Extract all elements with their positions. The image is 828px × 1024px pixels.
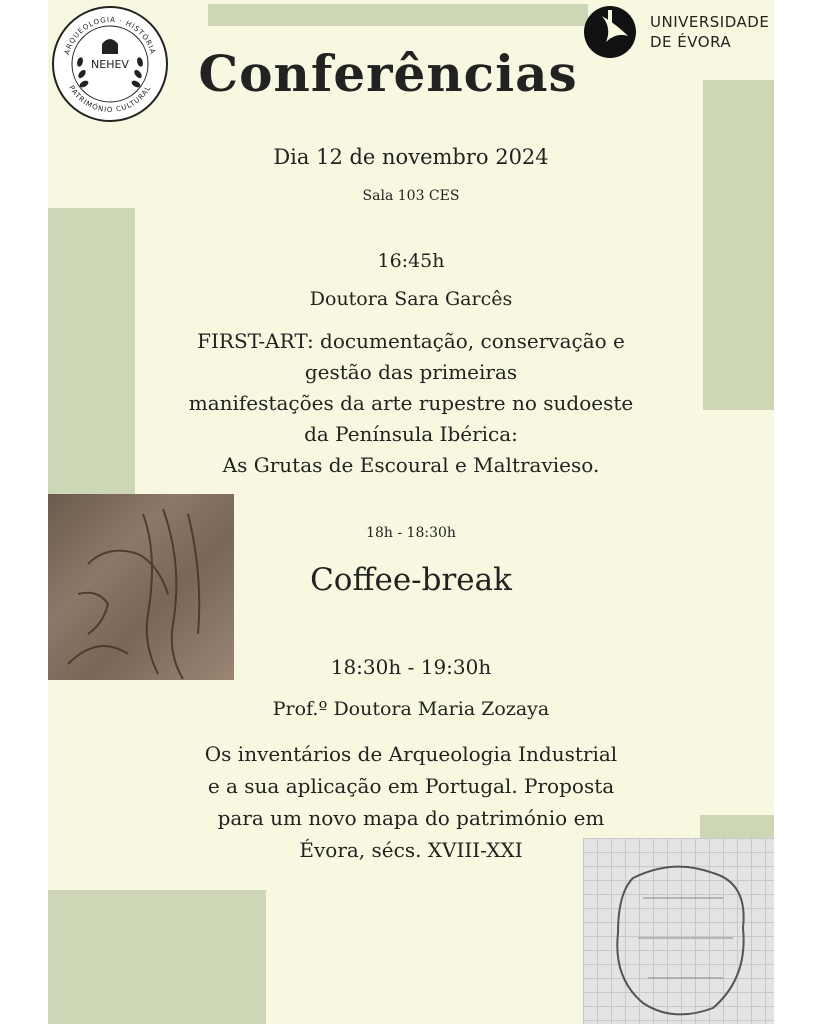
session2-speaker: Prof.º Doutora Maria Zozaya <box>272 698 550 720</box>
session2-time: 18:30h - 19:30h <box>330 655 492 679</box>
historic-map-image <box>583 838 774 1024</box>
session1-line: As Grutas de Escoural e Maltravieso. <box>222 453 600 477</box>
deco-block-bottom-left <box>48 890 266 1024</box>
event-room: Sala 103 CES <box>362 188 460 204</box>
session1-line: da Península Ibérica: <box>304 422 518 446</box>
university-name <box>650 12 769 52</box>
session1-time: 16:45h <box>377 250 445 272</box>
logo-ring-top-text: ARQUEOLOGIA · HISTÓRIA <box>63 15 157 56</box>
university-name-line1: UNIVERSIDADE <box>650 13 770 31</box>
session1-line: manifestações da arte rupestre no sudoeste <box>188 391 634 415</box>
logo-ring-bottom-text: PATRIMÓNIO CULTURAL <box>67 84 153 114</box>
university-name-line2: DE ÉVORA <box>650 33 732 51</box>
event-date: Dia 12 de novembro 2024 <box>273 145 549 169</box>
session2-line: para um novo mapa do património em <box>217 806 605 830</box>
session2-line: e a sua aplicação em Portugal. Proposta <box>207 774 615 798</box>
universidade-evora-logo <box>582 2 772 62</box>
session2-line: Os inventários de Arqueologia Industrial <box>204 742 618 766</box>
session1-talk-title <box>48 326 774 481</box>
session2-line: Évora, sécs. XVIII-XXI <box>299 838 523 862</box>
deco-block-top <box>208 4 588 26</box>
logo-center-text: NEHEV <box>91 58 129 71</box>
session1-speaker: Doutora Sara Garcês <box>309 288 513 310</box>
session1-line: gestão das primeiras <box>304 360 518 384</box>
nehev-logo <box>50 4 170 124</box>
break-label: Coffee-break <box>310 562 512 598</box>
session1-line: FIRST-ART: documentação, conservação e <box>197 329 625 353</box>
poster <box>48 0 774 1024</box>
page-title: Conferências <box>198 44 578 103</box>
break-time: 18h - 18:30h <box>366 525 456 541</box>
